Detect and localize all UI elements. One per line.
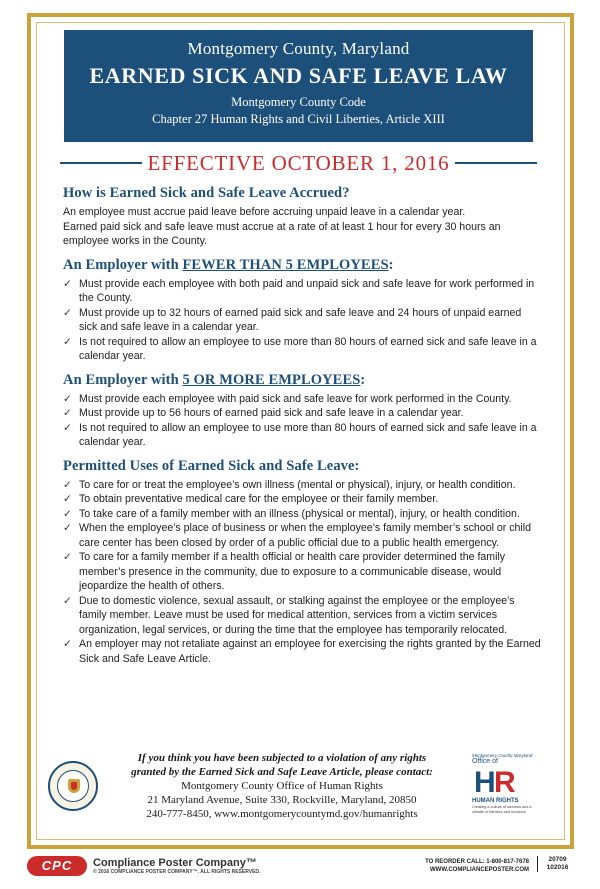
section-5-or-more [63, 372, 541, 450]
fewer-title [63, 257, 541, 274]
fewer-title-prefix: An Employer with [63, 256, 183, 273]
effective-rule-right [455, 162, 537, 164]
list-item [63, 335, 541, 364]
list-item-text: Due to domestic violence, sexual assault, or stalking against the employee or the employee’s family member. Leave must be used for medical attention, services from a victim services organization, legal services, or during the time that the employee has temporarily relocated. [79, 594, 515, 636]
more-list [63, 392, 541, 450]
check-icon: ✓ [63, 594, 72, 607]
list-item-text: Must provide each employee with paid sick and safe leave for work performed in the County. [79, 392, 512, 405]
list-item [63, 406, 541, 421]
list-item [63, 594, 541, 638]
hr-logo-tagline: Creating a culture of success and a climate of fairness and inclusion [472, 805, 532, 814]
hr-logo-text: HUMAN RIGHTS [472, 798, 519, 804]
check-icon: ✓ [63, 392, 72, 405]
list-item-text: When the employee’s place of business or when the employee’s family member’s school or child care center has been closed by order of a public official due to a public health emergency. [79, 522, 532, 549]
check-icon: ✓ [63, 551, 72, 563]
list-item-text: To take care of a family member with an illness (physical or mental), injury, or health condition. [79, 507, 520, 520]
check-icon: ✓ [63, 638, 72, 650]
effective-rule-left [60, 162, 142, 164]
list-item [63, 492, 541, 507]
contact-intro: If you think you have been subjected to a violation of any rights [137, 752, 427, 764]
list-item-text: To care for or treat the employee’s own illness (mental or physical), injury, or health condition. [79, 478, 516, 491]
contact-block [32, 751, 533, 829]
accrual-line: An employee must accrue paid leave before accruing unpaid leave in a calendar year. [63, 206, 466, 218]
content [63, 185, 541, 674]
copyright: © 2016 COMPLIANCE POSTER COMPANY™. ALL RIGHTS RESERVED. [93, 869, 261, 875]
accrual-line: Earned paid sick and safe leave must accrue at a rate of at least 1 hour for every 30 hours an employee works in the County. [63, 220, 501, 247]
poster-number-1: 20709 [548, 856, 567, 863]
list-item-text: An employer may not retaliate against an employee for exercising the rights granted by the Earned Sick and Safe Leave Article. [79, 638, 541, 665]
header-law-title: EARNED SICK AND SAFE LEAVE LAW [89, 63, 508, 88]
list-item-text: Must provide up to 56 hours of earned paid sick and safe leave in a calendar year. [79, 407, 464, 419]
list-item-text: Must provide up to 32 hours of earned paid sick and safe leave and 24 hours of unpaid earned sick and safe leave in a calendar year. [79, 306, 522, 333]
fewer-title-suffix: : [388, 256, 394, 273]
header-code: Montgomery County Code [231, 95, 366, 109]
list-item-text: Must provide each employee with both paid and unpaid sick and safe leave for work performed in the County. [79, 277, 535, 304]
list-item [63, 521, 541, 550]
more-title-prefix: An Employer with [63, 371, 183, 388]
list-item [63, 306, 541, 335]
list-item [63, 421, 541, 450]
list-item [63, 277, 541, 306]
list-item [63, 478, 541, 493]
reorder-phone: TO REORDER CALL: 1-800-817-7678 [425, 859, 529, 865]
section-accrual [63, 185, 541, 249]
header-county: Montgomery County, Maryland [187, 39, 410, 58]
effective-row [60, 148, 537, 178]
effective-date: EFFECTIVE OCTOBER 1, 2016 [147, 150, 450, 175]
check-icon: ✓ [63, 335, 72, 348]
list-item [63, 637, 541, 666]
contact-address: 21 Maryland Avenue, Suite 330, Rockville, Maryland, 20850 [147, 794, 417, 806]
more-title-suffix: : [360, 371, 366, 388]
check-icon: ✓ [63, 306, 72, 319]
list-item-text: To obtain preventative medical care for the employee or their family member. [79, 493, 439, 505]
seal-shield-inner-icon [71, 782, 77, 790]
section-fewer-than-5 [63, 257, 541, 364]
section-permitted-uses [63, 458, 541, 667]
company-name: Compliance Poster Company™ [93, 857, 257, 869]
hr-logo-r: R [494, 766, 516, 799]
list-item-text: To care for a family member if a health official or health care provider determined the family member’s presence in the community, due to exposure to a communicable disease, would jeopardize the health of others. [79, 551, 506, 592]
poster-number-2: 102016 [546, 864, 569, 871]
check-icon: ✓ [63, 507, 72, 520]
uses-title: Permitted Uses of Earned Sick and Safe Leave: [63, 457, 360, 474]
fewer-title-emph: FEWER THAN 5 EMPLOYEES [182, 256, 389, 273]
header-banner [64, 30, 533, 142]
list-item [63, 507, 541, 522]
poster-number [537, 856, 574, 872]
list-item-text: Is not required to allow an employee to use more than 80 hours of earned sick and safe leave in a calendar year. [79, 421, 537, 448]
check-icon: ✓ [63, 407, 72, 419]
list-item-text: Is not required to allow an employee to use more than 80 hours of earned sick and safe leave in a calendar year. [79, 335, 537, 362]
more-title [63, 372, 541, 389]
reorder-info [399, 858, 529, 874]
poster-frame [27, 13, 574, 849]
contact-office: Montgomery County Office of Human Rights [181, 780, 383, 792]
hr-logo-county: Montgomery County Maryland [472, 753, 533, 758]
seal-inner [57, 770, 89, 802]
contact-text [112, 751, 452, 821]
list-item [63, 550, 541, 594]
human-rights-logo [472, 753, 542, 823]
reorder-web[interactable]: WWW.COMPLIANCEPOSTER.COM [430, 867, 529, 873]
footer [27, 853, 574, 879]
check-icon: ✓ [63, 478, 72, 491]
accrual-title: How is Earned Sick and Safe Leave Accrued? [63, 185, 350, 201]
cpc-logo: CPC [27, 856, 87, 876]
fewer-list [63, 277, 541, 364]
check-icon: ✓ [63, 493, 72, 505]
list-item [63, 392, 541, 407]
uses-list [63, 478, 541, 667]
check-icon: ✓ [63, 522, 72, 534]
county-seal [48, 761, 98, 811]
contact-phone-web[interactable]: 240-777-8450, www.montgomerycountymd.gov/humanrights [146, 808, 418, 820]
hr-logo-office: Office of [472, 758, 498, 765]
more-title-emph: 5 OR MORE EMPLOYEES [182, 371, 361, 388]
contact-intro: granted by the Earned Sick and Safe Leave Article, please contact: [131, 766, 433, 778]
hr-logo-mark [472, 768, 542, 798]
check-icon: ✓ [63, 421, 72, 434]
hr-logo-h: H [474, 766, 496, 799]
header-chapter: Chapter 27 Human Rights and Civil Liberties, Article XIII [152, 112, 445, 126]
check-icon: ✓ [63, 277, 72, 290]
